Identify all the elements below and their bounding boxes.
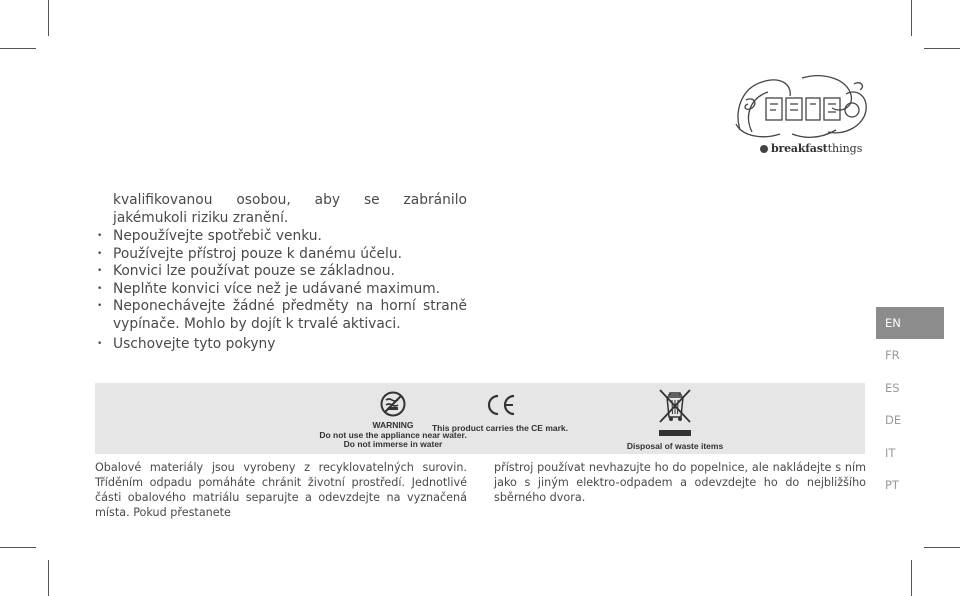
recycling-paragraph-right: přístroj používat nevhazujte ho do popelnice, ale nakládejte s ním jako s jiným elektro-odpadem a odevzdejte ho do nejbližšího sběrného dvora.: [494, 461, 866, 504]
no-water-icon: [380, 391, 406, 417]
bullet-item: • Neplňte konvici více než je udávané maximum.: [97, 281, 467, 299]
tab-fr[interactable]: FR: [885, 348, 900, 363]
recycling-paragraph-left: Obalové materiály jsou vyrobeny z recyklovatelných surovin. Tříděním odpadu pomáháte chránit životní prostředí. Jednotlivé části obalového matriálu separujte a odevzdejte na vyznačená místa. Pokud přestanete: [95, 461, 467, 519]
bullet-item: • Neponechávejte žádné předměty na horní straně vypínače. Mohlo by dojít k trvalé aktivaci.: [97, 298, 467, 333]
bullet-item: • Konvici lze používat pouze se základnou.: [97, 263, 467, 281]
crop-mark: [48, 0, 49, 36]
symbols-band: [95, 383, 865, 454]
weee-text: Disposal of waste items: [626, 441, 724, 451]
retro-logo-icon: [732, 70, 872, 142]
tab-pt[interactable]: PT: [885, 477, 899, 492]
tab-es[interactable]: ES: [885, 380, 900, 395]
warning-line: Do not use the appliance near water.: [319, 429, 467, 440]
crop-mark: [48, 560, 49, 596]
weee-bar: [659, 430, 691, 436]
brand-logo: [732, 70, 872, 162]
crop-mark: [924, 547, 960, 548]
ce-mark: [430, 393, 570, 433]
tab-de[interactable]: DE: [885, 413, 902, 428]
tab-it[interactable]: IT: [885, 445, 896, 460]
crop-mark: [911, 0, 912, 36]
crop-mark: [911, 560, 912, 596]
tab-en[interactable]: EN: [876, 307, 944, 339]
warning-title: WARNING: [372, 420, 414, 430]
crossed-bin-icon: [657, 387, 693, 425]
bullet-item: • Používejte přístroj pouze k danému účelu.: [97, 246, 467, 264]
brand-name: breakfastthings: [760, 142, 862, 155]
bullet-item: • Uschovejte tyto pokyny: [97, 336, 467, 354]
brand-dot-icon: [760, 145, 768, 153]
weee-mark: [620, 387, 730, 451]
ce-text: This product carries the CE mark.: [431, 423, 569, 433]
warning-line: Do not immerse in water: [343, 439, 443, 449]
crop-mark: [0, 547, 36, 548]
crop-mark: [0, 48, 36, 49]
intro-text: kvalifikovanou osobou, aby se zabránilo jakémukoli riziku zranění.: [113, 192, 467, 226]
bullet-item: • Nepoužívejte spotřebič venku.: [97, 228, 467, 246]
crop-mark: [924, 48, 960, 49]
ce-icon: [483, 393, 517, 417]
safety-bullet-list: [97, 228, 467, 353]
language-tabs: [876, 307, 944, 501]
